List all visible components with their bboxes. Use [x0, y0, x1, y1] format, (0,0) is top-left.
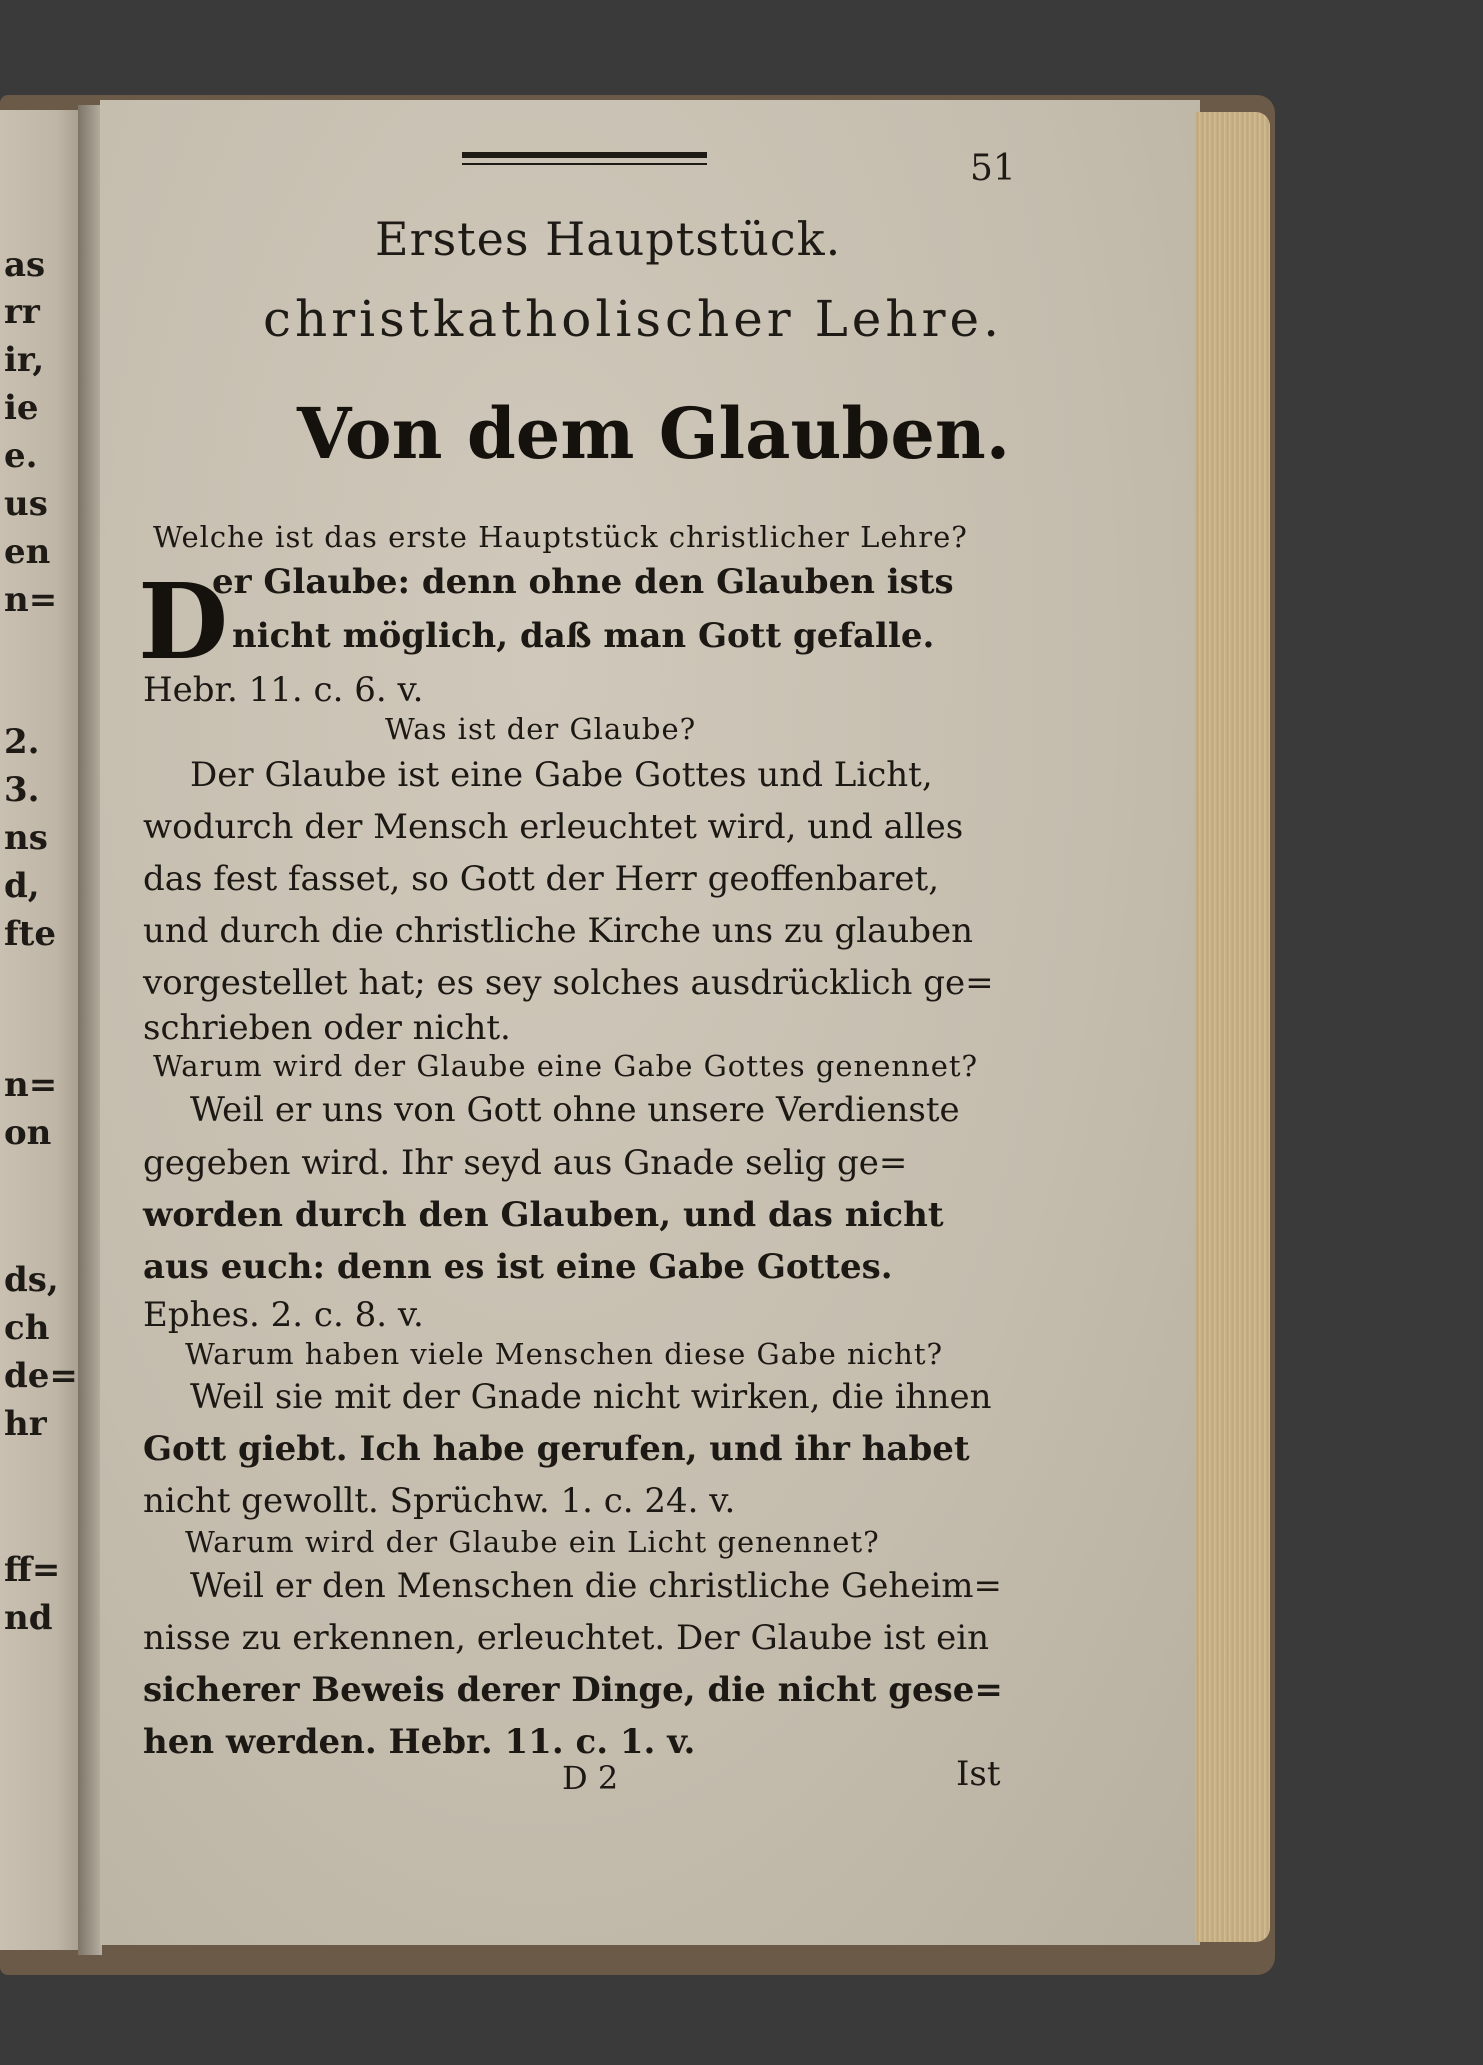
answer-line: schrieben oder nicht.	[143, 1008, 511, 1048]
section-title: Von dem Glauben.	[297, 392, 1011, 475]
question: Warum haben viele Menschen diese Gabe nicht?	[185, 1337, 944, 1371]
answer-line: und durch die christliche Kirche uns zu glauben	[143, 911, 974, 951]
catchword: Ist	[956, 1754, 1001, 1794]
citation-line: Hebr. 11. c. 6. v.	[143, 670, 424, 710]
left-fragment: n=	[4, 1065, 58, 1105]
answer-line: vorgestellet hat; es sey solches ausdrücklich ge=	[143, 963, 994, 1003]
left-fragment: ns	[4, 818, 48, 858]
left-fragment: e.	[4, 436, 38, 476]
left-fragment: ir,	[4, 340, 45, 380]
answer-line: worden durch den Glauben, und das nicht	[143, 1195, 944, 1235]
answer-line: nicht möglich, daß man Gott gefalle.	[232, 616, 935, 656]
question: Was ist der Glaube?	[385, 712, 697, 746]
answer-line: er Glaube: denn ohne den Glauben ists	[212, 562, 954, 602]
chapter-heading: Erstes Hauptstück.	[375, 212, 842, 266]
left-fragment: ch	[4, 1308, 50, 1348]
left-fragment: on	[4, 1113, 52, 1153]
page-edges	[1195, 112, 1270, 1942]
top-rule-thick	[462, 152, 707, 158]
answer-line: Der Glaube ist eine Gabe Gottes und Licht,	[190, 755, 933, 795]
answer-line: Gott giebt. Ich habe gerufen, und ihr habet	[143, 1429, 970, 1469]
answer-line: nicht gewollt. Sprüchw. 1. c. 24. v.	[143, 1481, 736, 1521]
page-number: 51	[970, 148, 1016, 189]
left-page-edge	[0, 110, 80, 1950]
chapter-subheading: christkatholischer Lehre.	[263, 290, 1003, 348]
question: Welche ist das erste Hauptstück christlicher Lehre?	[153, 520, 968, 554]
answer-line: das fest fasset, so Gott der Herr geoffenbaret,	[143, 859, 939, 899]
answer-line: gegeben wird. Ihr seyd aus Gnade selig ge=	[143, 1143, 908, 1183]
left-fragment: d,	[4, 866, 40, 906]
top-rule-thin	[462, 163, 707, 165]
citation-line: Ephes. 2. c. 8. v.	[143, 1295, 424, 1335]
book-gutter	[78, 105, 102, 1955]
left-fragment: en	[4, 532, 51, 572]
answer-line: hen werden. Hebr. 11. c. 1. v.	[143, 1722, 696, 1762]
answer-line: aus euch: denn es ist eine Gabe Gottes.	[143, 1247, 893, 1287]
answer-line: Weil er uns von Gott ohne unsere Verdienste	[190, 1090, 960, 1130]
left-fragment: rr	[4, 292, 40, 332]
question: Warum wird der Glaube ein Licht genennet?	[185, 1525, 880, 1559]
answer-line: wodurch der Mensch erleuchtet wird, und alles	[143, 807, 964, 847]
left-fragment: as	[4, 245, 46, 285]
left-fragment: hr	[4, 1404, 47, 1444]
left-fragment: us	[4, 484, 48, 524]
drop-cap: D	[138, 560, 229, 683]
answer-line: Weil sie mit der Gnade nicht wirken, die ihnen	[190, 1377, 992, 1417]
left-fragment: ie	[4, 388, 39, 428]
answer-line: sicherer Beweis derer Dinge, die nicht gese=	[143, 1670, 1003, 1710]
answer-line: Weil er den Menschen die christliche Geheim=	[190, 1566, 1002, 1606]
left-fragment: n=	[4, 580, 58, 620]
left-fragment: 3.	[4, 770, 40, 810]
left-fragment: fte	[4, 914, 56, 954]
signature-mark: D 2	[562, 1759, 619, 1797]
answer-line: nisse zu erkennen, erleuchtet. Der Glaube ist ein	[143, 1618, 990, 1658]
left-fragment: ds,	[4, 1260, 59, 1300]
question: Warum wird der Glaube eine Gabe Gottes genennet?	[153, 1049, 979, 1083]
left-fragment: nd	[4, 1598, 53, 1638]
left-fragment: 2.	[4, 722, 40, 762]
left-fragment: ff=	[4, 1550, 61, 1590]
left-fragment: de=	[4, 1356, 78, 1396]
